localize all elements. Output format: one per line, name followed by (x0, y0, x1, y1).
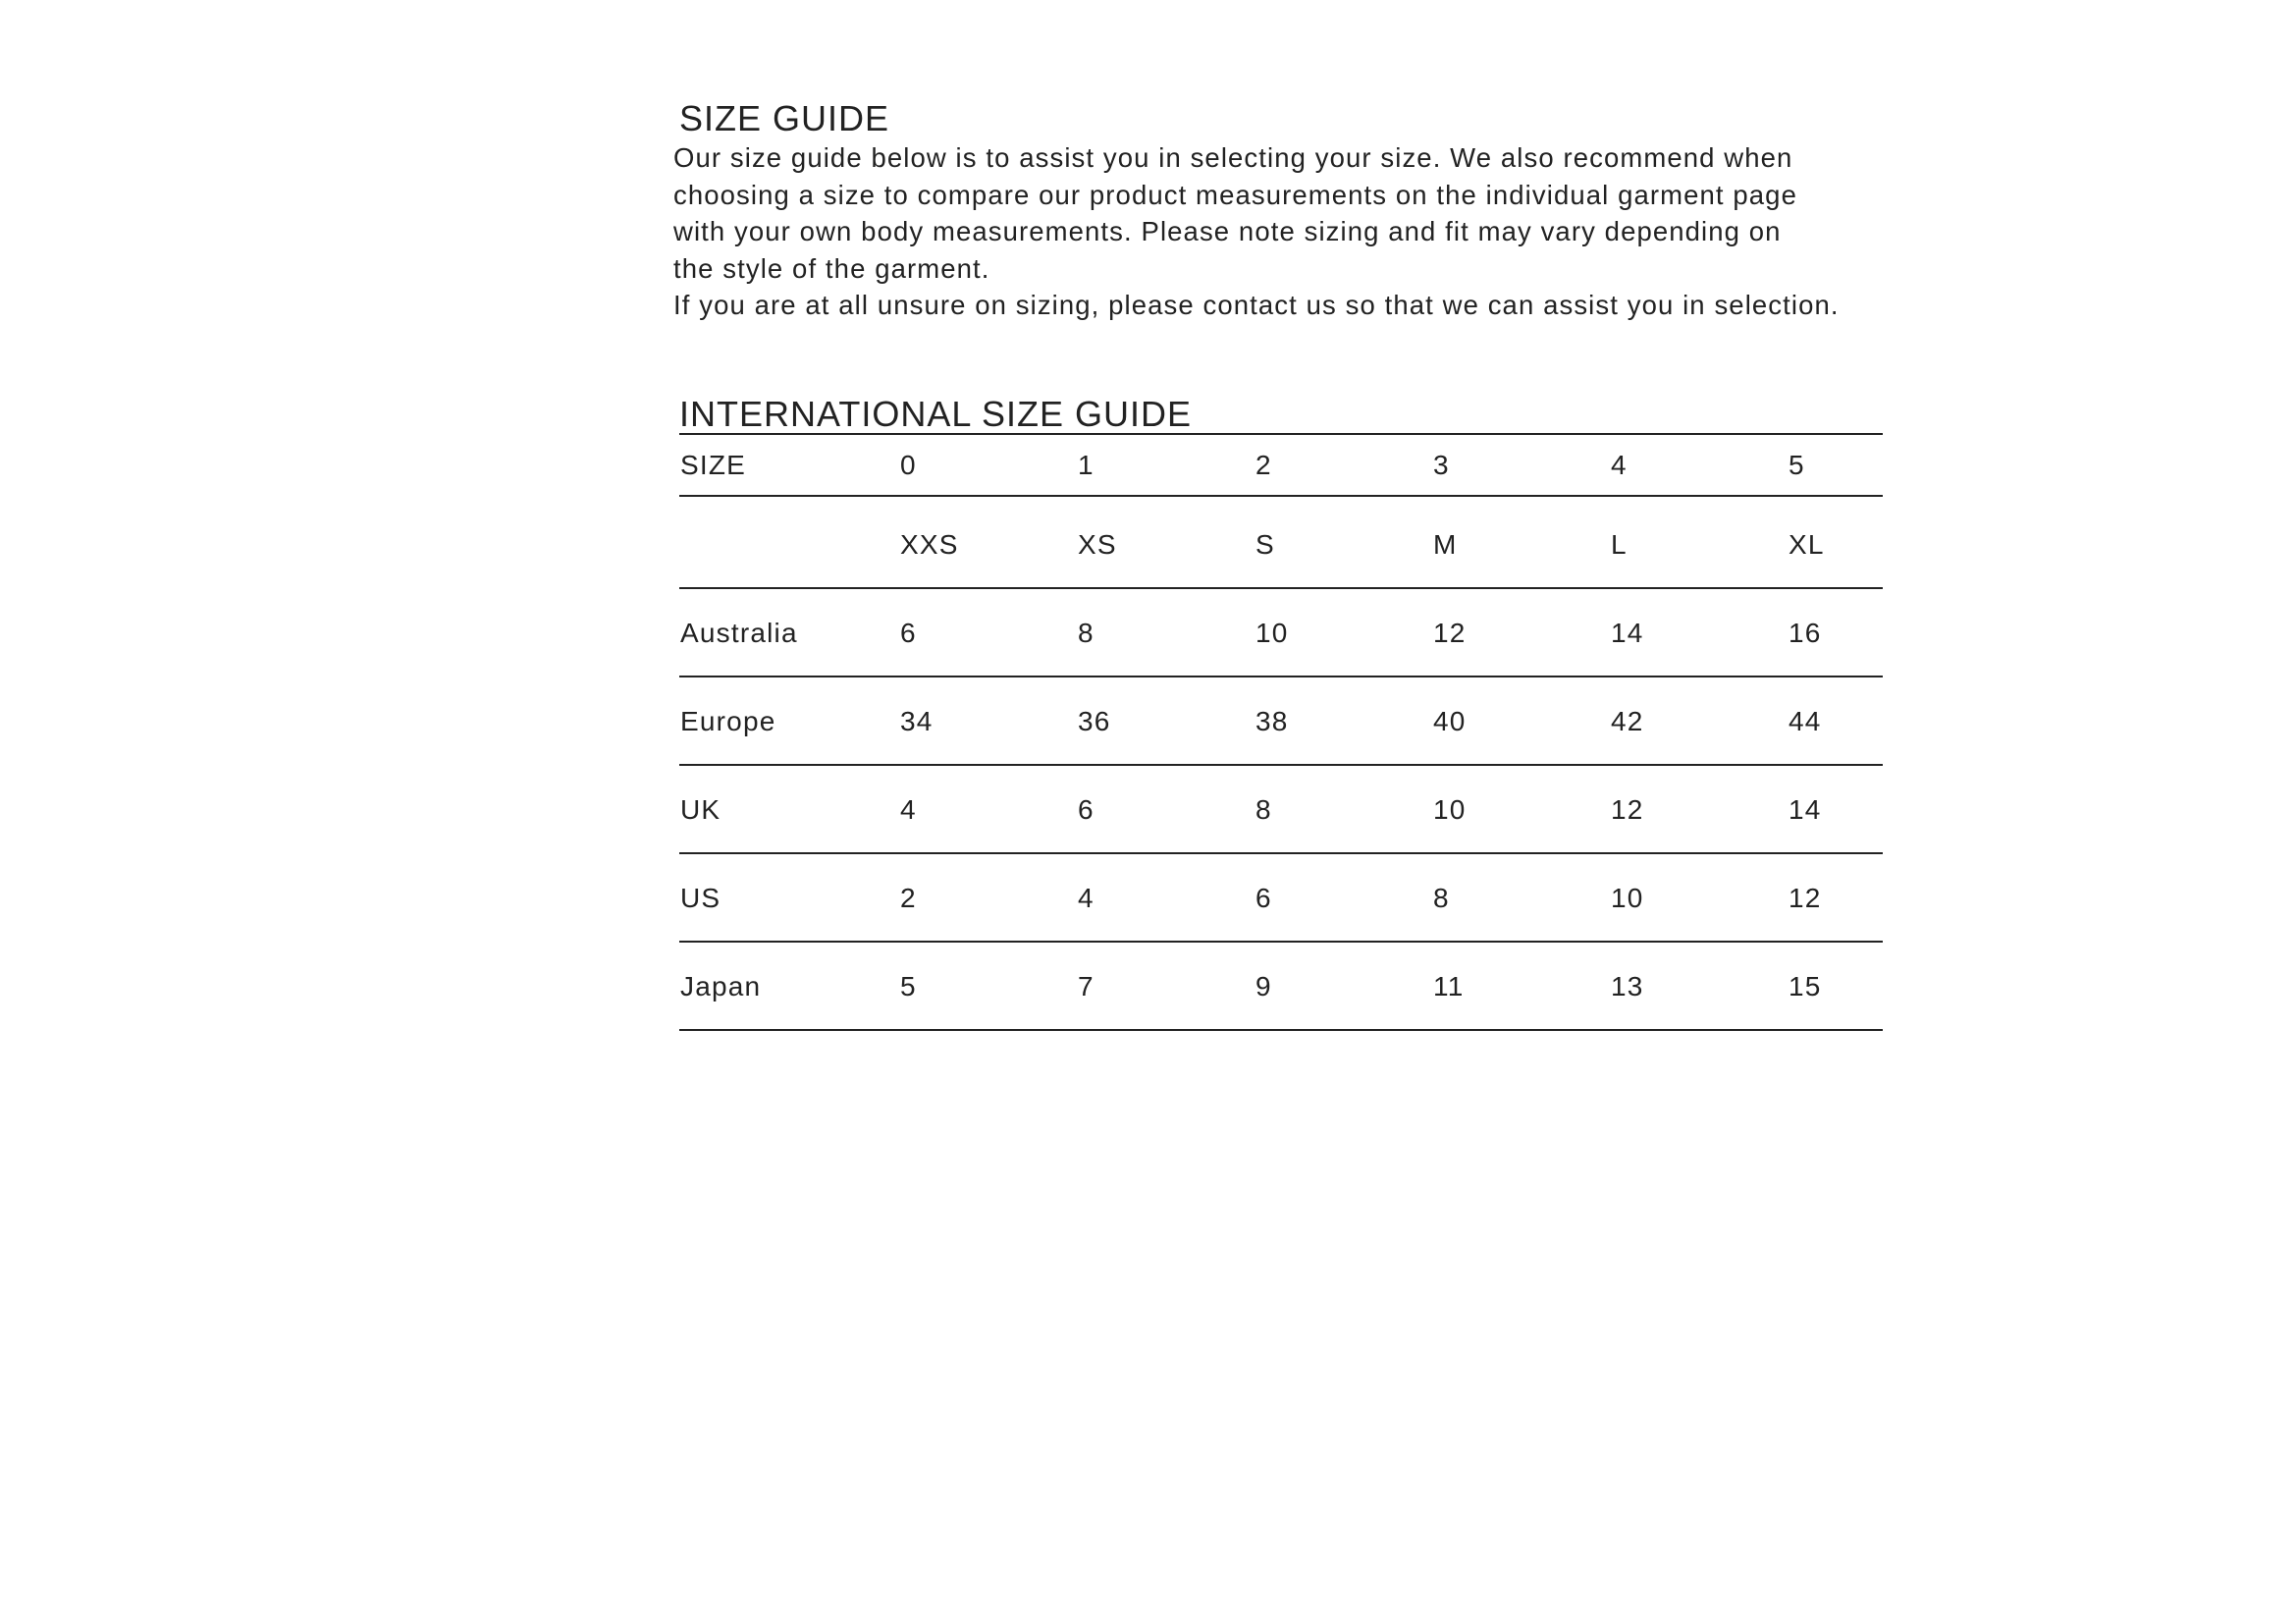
table-cell: UK (680, 794, 721, 825)
table-cell: 2 (900, 883, 917, 913)
table-cell: 9 (1255, 971, 1272, 1001)
table-cell: 11 (1433, 971, 1465, 1001)
table-cell: 6 (1255, 883, 1272, 913)
intro-line: the style of the garment. (673, 252, 990, 284)
table-cell: Australia (680, 618, 798, 648)
table-cell: 8 (1255, 794, 1272, 825)
table-cell: 42 (1611, 706, 1644, 736)
table-cell: 34 (900, 706, 934, 736)
intro-line: with your own body measurements. Please note sizing and fit may vary depending on (673, 216, 1782, 247)
table-header-cell: 1 (1078, 449, 1095, 480)
table-cell: XXS (900, 529, 959, 560)
table-cell: M (1433, 529, 1458, 560)
page-title: SIZE GUIDE (679, 98, 890, 138)
table-header-cell: 5 (1789, 449, 1805, 480)
table-header-cell: SIZE (680, 449, 747, 480)
table-cell: 12 (1611, 794, 1644, 825)
table-cell: 6 (900, 618, 917, 648)
table-cell: US (680, 883, 721, 913)
table-cell: 38 (1255, 706, 1289, 736)
table-cell: S (1255, 529, 1275, 560)
table-cell: 14 (1611, 618, 1644, 648)
table-cell (679, 496, 899, 588)
table-cell: 10 (1255, 618, 1289, 648)
table-cell: 4 (900, 794, 917, 825)
international-size-guide-title: INTERNATIONAL SIZE GUIDE (679, 394, 1193, 434)
table-row (679, 677, 1883, 765)
table-cell: XS (1078, 529, 1117, 560)
table-cell: 5 (900, 971, 917, 1001)
table-row (679, 588, 1883, 677)
table-cell: L (1611, 529, 1628, 560)
table-cell: 15 (1789, 971, 1822, 1001)
table-header-cell: 2 (1255, 449, 1272, 480)
intro-line: Our size guide below is to assist you in selecting your size. We also recommend when (673, 142, 1793, 173)
table-cell: Europe (680, 706, 776, 736)
table-cell: 12 (1433, 618, 1467, 648)
table-cell: 13 (1611, 971, 1644, 1001)
table-cell: 12 (1789, 883, 1822, 913)
table-cell: Japan (680, 971, 762, 1001)
international-size-table (679, 433, 1883, 1031)
table-cell: 14 (1789, 794, 1822, 825)
table-cell: 7 (1078, 971, 1095, 1001)
table-cell: 36 (1078, 706, 1111, 736)
table-cell: 10 (1433, 794, 1467, 825)
table-header-cell: 3 (1433, 449, 1450, 480)
table-cell: 10 (1611, 883, 1644, 913)
table-header-cell: 0 (900, 449, 917, 480)
table-cell: 16 (1789, 618, 1822, 648)
intro-line: If you are at all unsure on sizing, please contact us so that we can assist you in selection. (673, 290, 1840, 321)
table-cell: 8 (1078, 618, 1095, 648)
table-row (679, 765, 1883, 853)
size-header-row (679, 434, 1883, 496)
intro-paragraph (673, 139, 1910, 324)
table-cell: 4 (1078, 883, 1095, 913)
table-cell: 40 (1433, 706, 1467, 736)
table-cell: 44 (1789, 706, 1822, 736)
table-row (679, 853, 1883, 942)
size-label-row (679, 496, 1883, 588)
table-cell: XL (1789, 529, 1825, 560)
table-cell: 8 (1433, 883, 1450, 913)
table-header-cell: 4 (1611, 449, 1628, 480)
intro-line: choosing a size to compare our product measurements on the individual garment page (673, 179, 1797, 210)
table-row (679, 942, 1883, 1030)
table-cell: 6 (1078, 794, 1095, 825)
